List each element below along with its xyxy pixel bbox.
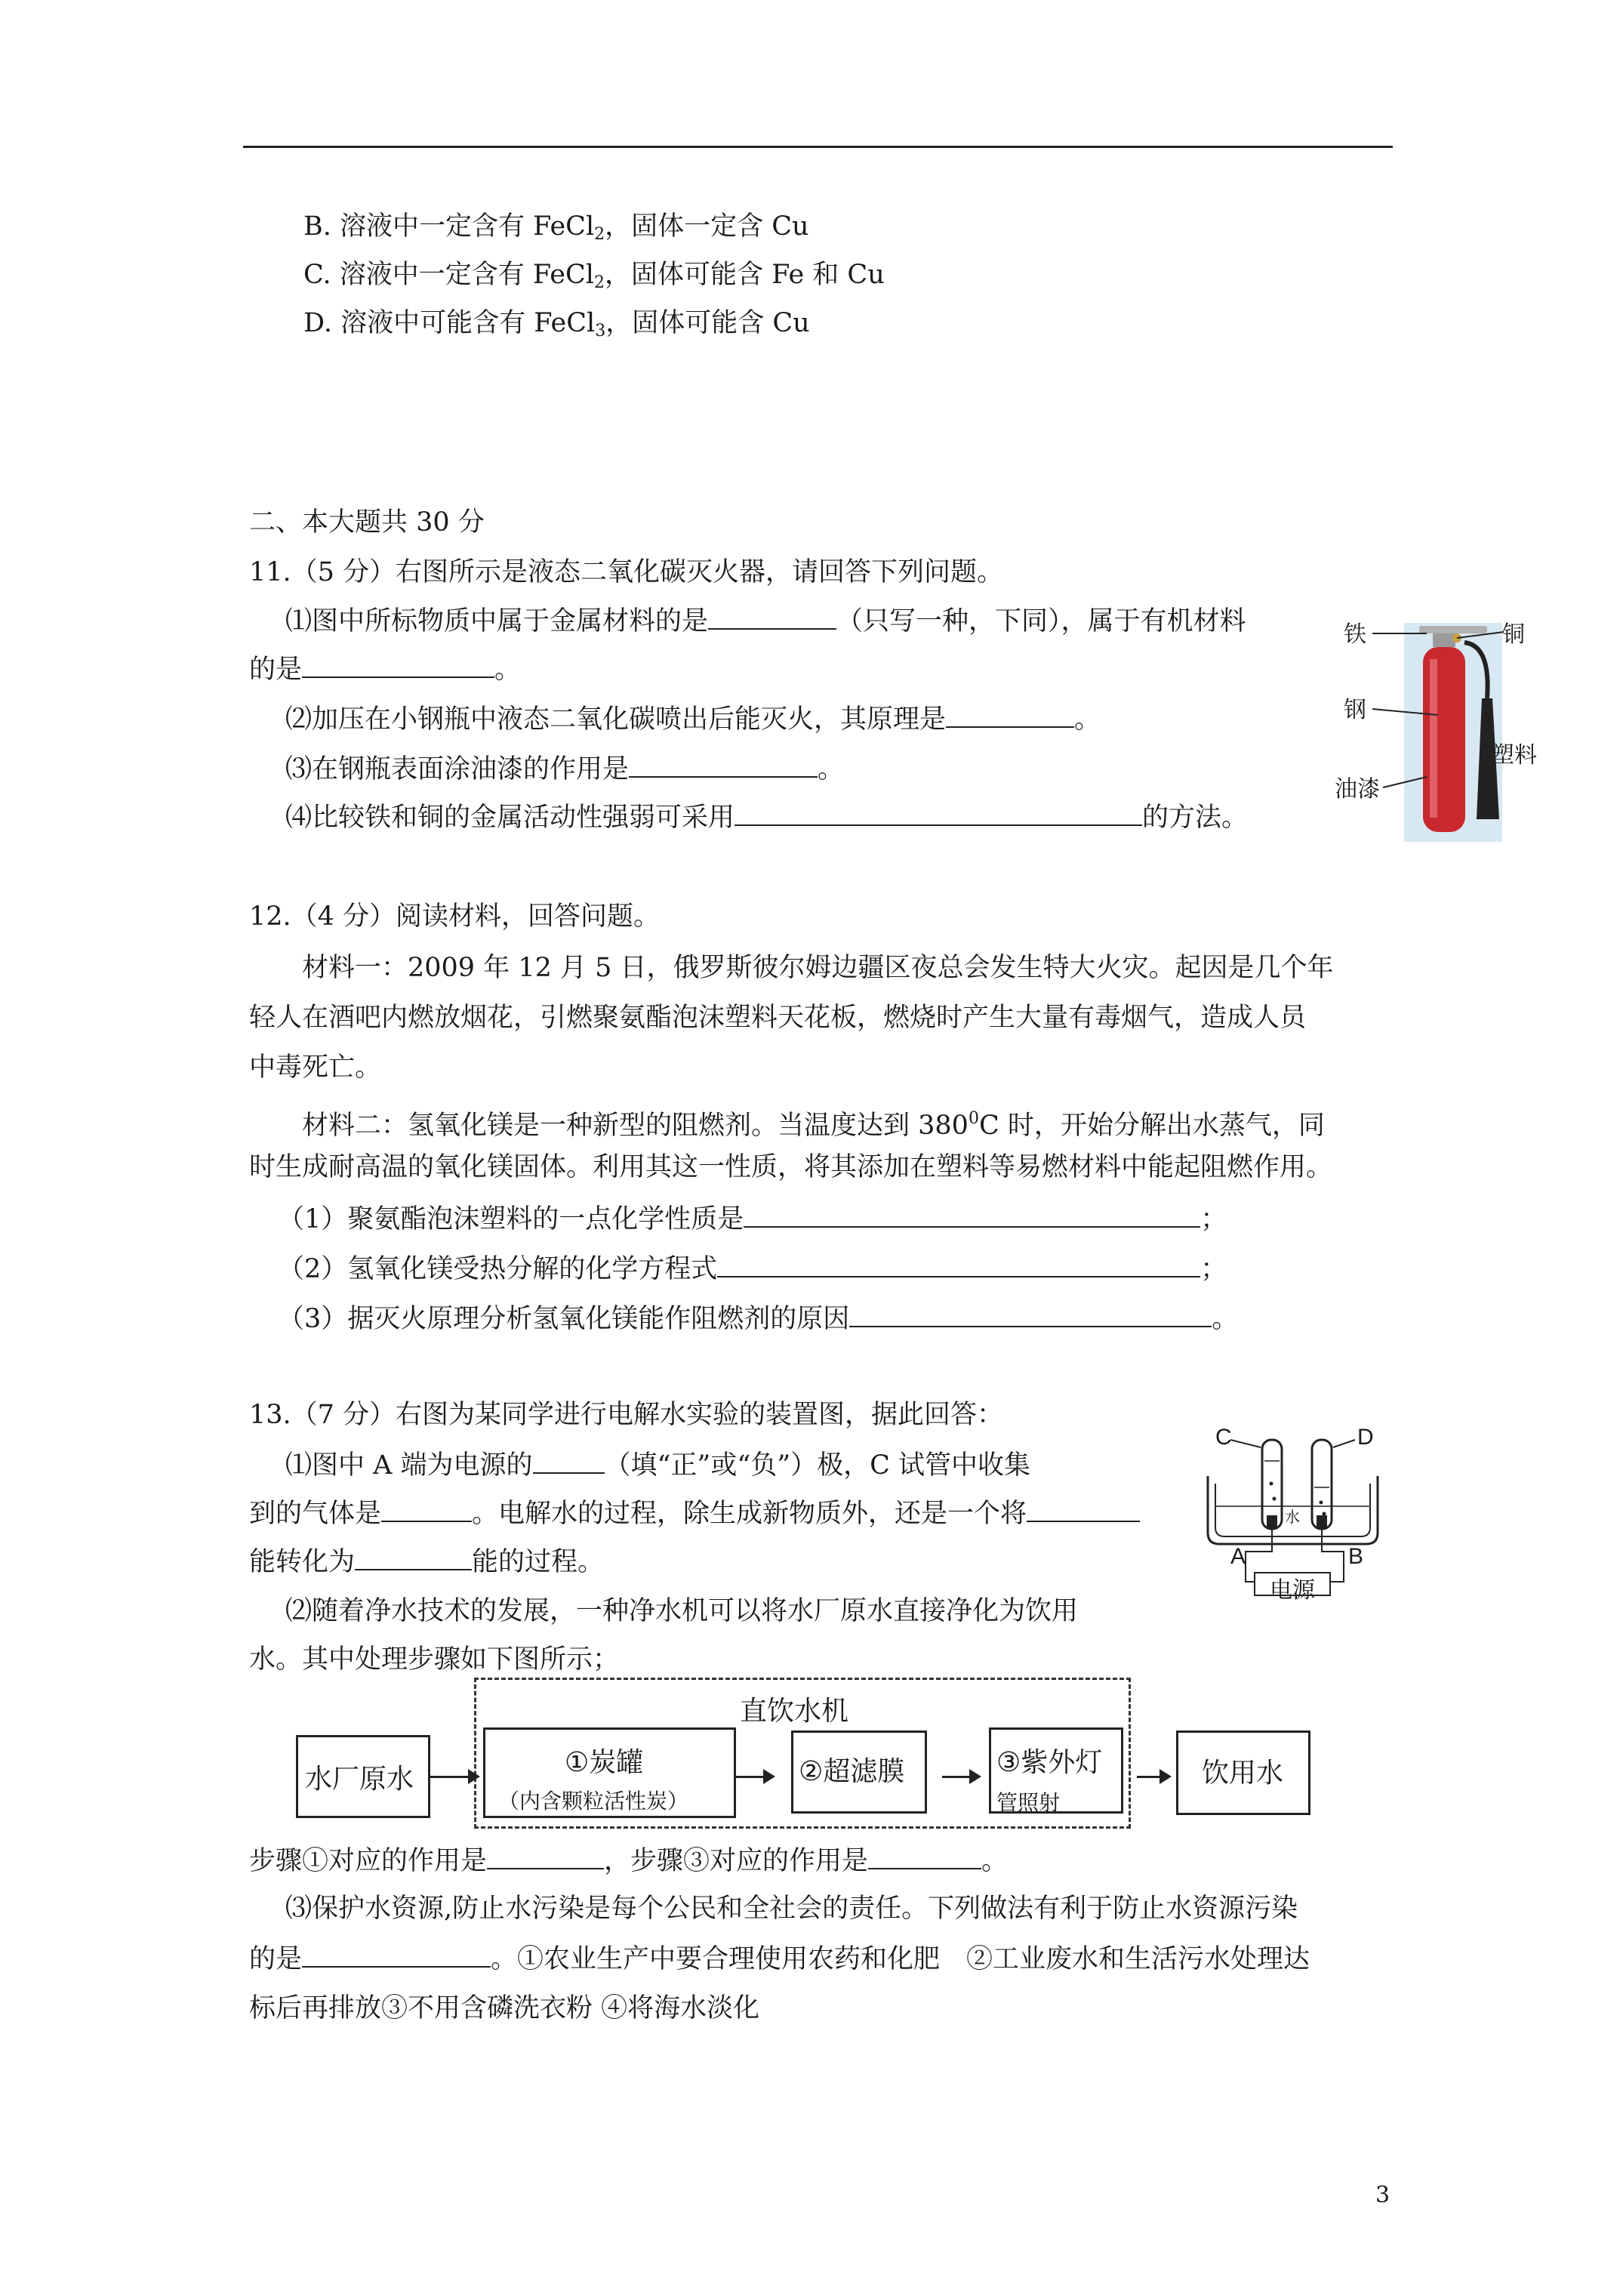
flow-arrow [1137,1776,1169,1778]
label-water: 水 [1285,1509,1300,1526]
q12-material2-line2: 时生成耐高温的氧化镁固体。利用其这一性质，将其添加在塑料等易燃材料中能起阻燃作用。 [249,1152,1333,1182]
answer-blank[interactable] [533,1447,605,1474]
q12-stem: 12.（4 分）阅读材料，回答问题。 [249,901,661,932]
q11-part1: ⑴图中所标物质中属于金属材料的是 （只写一种，下同），属于有机材料 [285,603,1246,639]
q13-part1-cont2: 能转化为 能的过程。 [249,1543,604,1580]
q13-steps: 步骤①对应的作用是 ，步骤③对应的作用是 。 [249,1842,1008,1879]
label-plastic: 塑料 [1492,743,1537,768]
label-c: C [1215,1425,1232,1450]
answer-blank[interactable] [302,651,494,678]
answer-blank[interactable] [355,1543,472,1570]
answer-blank[interactable] [629,750,818,778]
label-steel: 钢 [1344,698,1366,723]
q13-part1: ⑴图中 A 端为电源的 （填“正”或“负”）极，C 试管中收集 [285,1447,1030,1484]
flow-arrow [736,1776,772,1778]
flow-step2-label: ②超滤膜 [799,1755,905,1786]
label-paint: 油漆 [1335,777,1380,802]
purifier-group-label: 直饮水机 [740,1695,849,1726]
flow-source-label: 水厂原水 [305,1763,414,1794]
label-d: D [1357,1425,1374,1450]
q13-part3-cont: 的是 。①农业生产中要合理使用农药和化肥 ②工业废水和生活污水处理达 [249,1940,1310,1977]
figure-leader-lines [1344,615,1540,842]
header-rule [243,146,1393,148]
q11-part4: ⑷比较铁和铜的金属活动性强弱可采用 的方法。 [285,799,1248,836]
q13-part2: ⑵随着净水技术的发展，一种净水机可以将水厂原水直接净化为饮用 [285,1596,1079,1626]
electrolysis-figure [1200,1425,1385,1603]
answer-blank[interactable] [735,799,1142,826]
q13-part2-cont: 水。其中处理步骤如下图所示； [249,1644,620,1675]
flow-arrow [430,1776,477,1778]
q13-part3: ⑶保护水资源,防止水污染是每个公民和全社会的责任。下列做法有利于防止水资源污染 [285,1894,1298,1924]
q12-material1-line3: 中毒死亡。 [249,1052,382,1083]
q11-part3: ⑶在钢瓶表面涂油漆的作用是 。 [285,750,844,787]
q13-part1-cont: 到的气体是 。电解水的过程，除生成新物质外，还是一个将 [249,1495,1140,1532]
answer-blank[interactable] [849,1300,1212,1327]
q11-part1-cont: 的是 。 [249,651,521,688]
flow-output-label: 饮用水 [1202,1757,1284,1788]
option-b: B. 溶液中一定含有 FeCl$_2$，固体一定含 Cu [303,211,809,244]
label-iron: 铁 [1344,622,1366,647]
answer-blank[interactable] [744,1200,1200,1228]
answer-blank[interactable] [946,701,1074,728]
label-b: B [1348,1544,1364,1569]
option-c: C. 溶液中一定含有 FeCl$_2$，固体可能含 Fe 和 Cu [303,260,885,292]
answer-blank[interactable] [868,1842,981,1869]
label-a: A [1230,1544,1246,1569]
flow-step1-note: （内含颗粒活性炭） [498,1789,689,1813]
q11-stem: 11.（5 分）右图所示是液态二氧化碳灭火器，请回答下列问题。 [249,557,1004,587]
answer-blank[interactable] [717,1250,1200,1277]
flow-step3-note: 管照射 [996,1791,1061,1814]
answer-blank[interactable] [381,1495,472,1522]
q12-sub3: （3）据灭火原理分析氢氧化镁能作阻燃剂的原因 。 [278,1300,1238,1337]
q12-material2-line1: 材料二：氢氧化镁是一种新型的阻燃剂。当温度达到 $380^0C$ 时，开始分解出水蒸气，同 [302,1109,1325,1141]
answer-blank[interactable] [708,603,836,630]
q13-part3-cont2: 标后再排放③不用含磷洗衣粉 ④将海水淡化 [249,1993,760,2023]
answer-blank[interactable] [302,1940,491,1968]
label-copper: 铜 [1502,622,1525,647]
answer-blank[interactable] [487,1842,604,1869]
flow-step3-label: ③紫外灯 [996,1746,1103,1777]
answer-blank[interactable] [1027,1495,1140,1522]
q13-stem: 13.（7 分）右图为某同学进行电解水实验的装置图，据此回答： [249,1400,1004,1430]
option-d: D. 溶液中可能含有 FeCl$_3$，固体可能含 Cu [303,308,810,341]
q12-material1-line2: 轻人在酒吧内燃放烟花，引燃聚氨酯泡沫塑料天花板，燃烧时产生大量有毒烟气，造成人员 [249,1003,1307,1033]
page-number: 3 [1375,2182,1390,2208]
flow-arrow [942,1776,978,1778]
q12-sub1: （1）聚氨酯泡沫塑料的一点化学性质是 ； [278,1200,1227,1237]
flow-step1-label: ①炭罐 [565,1746,644,1777]
q12-material1-line1: 材料一：2009 年 12 月 5 日，俄罗斯彼尔姆边疆区夜总会发生特大火灾。起因是几个年 [302,953,1334,983]
section-heading: 二、本大题共 30 分 [249,507,485,538]
q11-part2: ⑵加压在小钢瓶中液态二氧化碳喷出后能灭火，其原理是 。 [285,701,1101,738]
label-power: 电源 [1270,1578,1315,1603]
extinguisher-figure [1335,615,1540,842]
q12-sub2: （2）氢氧化镁受热分解的化学方程式 ； [278,1250,1227,1287]
